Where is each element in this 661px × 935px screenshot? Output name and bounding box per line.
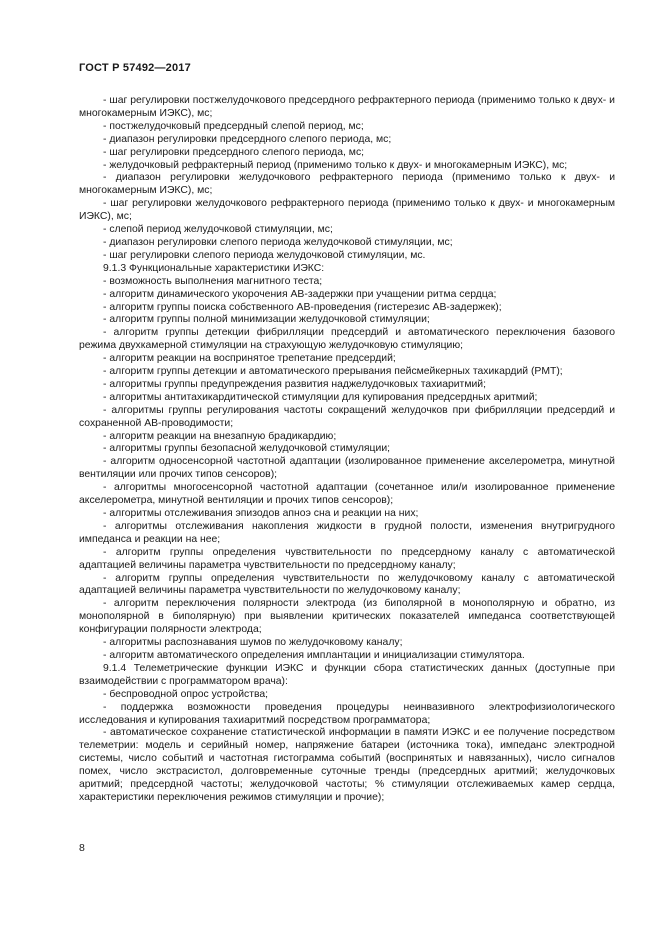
paragraph: - шаг регулировки постжелудочкового предсердного рефрактерного периода (применимо только к двух- и многокамерным ИЭКС), мс; [79, 95, 615, 119]
paragraph: - алгоритмы группы регулирования частоты сокращений желудочков при фибрилляции предсердий и сохраненной АВ-проводимости; [79, 404, 615, 429]
page-number: 8 [79, 842, 85, 854]
paragraph: - алгоритм динамического укорочения АВ-задержки при учащении ритма сердца; [103, 288, 497, 300]
paragraph: - алгоритмы антитахикардитической стимуляции для купирования предсердных аритмий; [103, 391, 538, 403]
paragraph: 9.1.3 Функциональные характеристики ИЭКС: [103, 262, 325, 274]
paragraph: - алгоритмы многосенсорной частотной адаптации (сочетанное или/и изолированное применение акселерометра, минутной вентиляции и прочих типов сенсоров); [79, 482, 615, 507]
paragraph: - шаг регулировки предсердного слепого периода, мс; [103, 146, 365, 158]
paragraph: - поддержка возможности проведения процедуры неинвазивного электрофизиологического исследования и купирования тахиаритмий посредством программатора; [79, 701, 615, 726]
paragraph: - возможность выполнения магнитного теста; [103, 275, 323, 287]
standard-header: ГОСТ Р 57492—2017 [79, 62, 191, 74]
paragraph: - алгоритм группы полной минимизации желудочковой стимуляции; [103, 314, 430, 326]
paragraph: - алгоритм группы поиска собственного АВ-проведения (гистерезис АВ-задержек); [103, 301, 502, 313]
paragraph: - шаг регулировки слепого периода желудочковой стимуляции, мс. [103, 249, 426, 261]
document-body [79, 95, 615, 805]
paragraph: - алгоритм реакции на внезапную брадикардию; [103, 430, 337, 442]
paragraph: - алгоритмы отслеживания накопления жидкости в грудной полости, изменения внутригрудного импеданса и реакции на нее; [79, 520, 615, 545]
paragraph: - желудочковый рефрактерный период (применимо только к двух- и многокамерным ИЭКС), мс; [103, 159, 568, 171]
paragraph: - алгоритм переключения полярности электрода (из биполярной в монополярную и обратно, из монополярной в биполярную) при выявлении критических показателей импеданса соответствующей конфигурации полярности электрода; [79, 598, 615, 636]
paragraph: - диапазон регулировки желудочкового рефрактерного периода (применимо только к двух- и многокамерным ИЭКС), мс; [79, 172, 615, 197]
paragraph: - алгоритмы распознавания шумов по желудочковому каналу; [103, 637, 403, 649]
paragraph: - алгоритмы отслеживания эпизодов апноэ сна и реакции на них; [103, 508, 419, 519]
paragraph: - диапазон регулировки слепого периода желудочковой стимуляции, мс; [103, 236, 453, 248]
paragraph: - алгоритмы группы предупреждения развития наджелудочковых тахиаритмий; [103, 378, 486, 390]
paragraph: - алгоритм группы определения чувствительности по желудочковому каналу с автоматической адаптацией величины параметра чувствительности по желудочковому каналу; [79, 572, 615, 597]
paragraph: - алгоритм односенсорной частотной адаптации (изолированное применение акселерометра, минутной вентиляции или прочих типов сенсоров); [79, 456, 615, 481]
paragraph: - слепой период желудочковой стимуляции, мс; [103, 224, 333, 236]
paragraph: - шаг регулировки желудочкового рефрактерного периода (применимо только к двух- и многокамерным ИЭКС), мс; [79, 198, 615, 223]
paragraph: - диапазон регулировки предсердного слепого периода, мс; [103, 133, 392, 145]
paragraph: - постжелудочковый предсердный слепой период, мс; [103, 120, 364, 132]
paragraph: - алгоритм автоматического определения имплантации и инициализации стимулятора. [103, 649, 525, 661]
paragraph: - беспроводной опрос устройства; [103, 688, 269, 700]
paragraph: 9.1.4 Телеметрические функции ИЭКС и функции сбора статистических данных (доступные при взаимодействии с программатором врача): [79, 662, 615, 687]
paragraph: - алгоритм группы определения чувствительности по предсердному каналу с автоматической адаптацией величины параметра чувствительности по предсердному каналу; [79, 546, 615, 571]
paragraph: - алгоритм реакции на воспринятое трепетание предсердий; [103, 353, 396, 365]
paragraph: - алгоритм группы детекции и автоматического прерывания пейсмейкерных тахикардий (PMT); [103, 366, 563, 378]
paragraph: - алгоритм группы детекции фибрилляции предсердий и автоматического переключения базового режима двухкамерной стимуляции на страхующую желудочковую стимуляцию; [79, 327, 615, 352]
paragraph: - автоматическое сохранение статистической информации в памяти ИЭКС и ее получение посредством телеметрии: модель и серийный номер, напряжение батареи (источника тока), импеданс электродной системы, число событий и частотная гистограмма событий (воспринятых и навязанных), число сигналов помех, число экстрасистол, долговременные суточные тренды (предсердных аритмий; желудочковых аритмий; предсердной частоты; желудочковой частоты; % стимуляции отслеживаемых камер сердца, характеристики переключения режимов стимуляции и прочие); [79, 727, 615, 803]
paragraph: - алгоритмы группы безопасной желудочковой стимуляции; [103, 443, 391, 455]
